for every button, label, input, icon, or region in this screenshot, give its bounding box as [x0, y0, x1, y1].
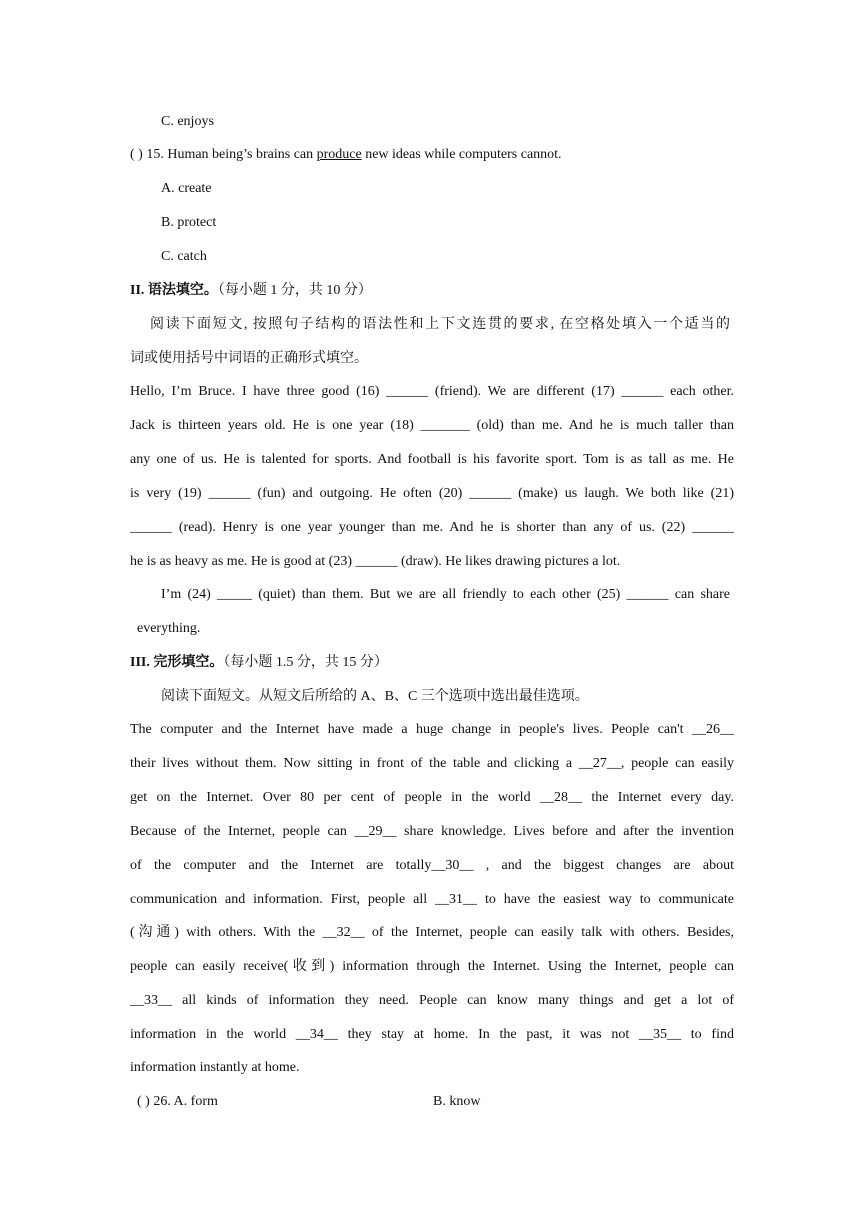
- section3-passage-line: __33__ all kinds of information they need. People can know many things and get a lot of: [130, 993, 734, 1008]
- section2-instruction-line1: 阅读下面短文, 按照句子结构的语法性和上下文连贯的要求, 在空格处填入一个适当的: [150, 317, 730, 332]
- section2-passage-line: is very (19) ______ (fun) and outgoing. He often (20) ______ (make) us laugh. We both like (21): [130, 486, 734, 501]
- q15-stem-before: Human being’s brains can: [163, 147, 317, 162]
- section3-passage-last-line: information instantly at home.: [130, 1060, 300, 1075]
- section2-passage2-line2: everything.: [137, 621, 201, 636]
- q15-option-b: B. protect: [161, 215, 217, 230]
- q15-option-a: A. create: [161, 181, 212, 196]
- section3-passage-line: their lives without them. Now sitting in front of the table and clicking a __27__, people can easily: [130, 756, 734, 771]
- section3-passage-line: information in the world __34__ they stay at home. In the past, it was not __35__ to find: [130, 1027, 734, 1042]
- section3-passage-line: The computer and the Internet have made a huge change in people's lives. People can't __26__: [130, 722, 734, 737]
- section2-score-note: （每小题 1 分，共 10 分）: [217, 283, 372, 298]
- section2-passage-line: ______ (read). Henry is one year younger than me. And he is shorter than any of us. (22) ______: [130, 520, 734, 535]
- section3-passage-line: (沟通) with others. With the __32__ of the Internet, people can easily talk with others. Besides,: [130, 925, 734, 940]
- q14-option-c: C. enjoys: [161, 114, 214, 129]
- q26-option-b: B. know: [433, 1094, 481, 1109]
- q15-underlined-word: produce: [316, 147, 362, 162]
- section2-passage-line: Jack is thirteen years old. He is one year (18) _______ (old) than me. And he is much taller than: [130, 418, 734, 433]
- section3-passage-line: communication and information. First, people all __31__ to have the easiest way to communicate: [130, 892, 734, 907]
- section3-title: III. 完形填空。: [130, 655, 224, 670]
- q15-stem-after: new ideas while computers cannot.: [361, 147, 562, 162]
- section3-passage-line: of the computer and the Internet are totally__30__ , and the biggest changes are about: [130, 858, 734, 873]
- section2-title: II. 语法填空。: [130, 283, 218, 298]
- section3-passage-line: get on the Internet. Over 80 per cent of people in the world __28__ the Internet every day.: [130, 790, 734, 805]
- q15-answer-paren[interactable]: ( ) 15.: [130, 147, 164, 162]
- section3-passage-line: Because of the Internet, people can __29__ share knowledge. Lives before and after the invention: [130, 824, 734, 839]
- section3-score-note: （每小题 1.5 分，共 15 分）: [223, 655, 388, 670]
- section3-heading: [130, 653, 734, 673]
- section2-instruction-line2: 词或使用括号中词语的正确形式填空。: [130, 351, 368, 366]
- section2-heading: [130, 281, 734, 301]
- section2-passage2-line1: I’m (24) _____ (quiet) than them. But we are all friendly to each other (25) ______ can share: [161, 587, 730, 602]
- q26-option-a[interactable]: ( ) 26. A. form: [137, 1094, 218, 1109]
- q15-option-c: C. catch: [161, 249, 207, 264]
- section2-passage-line: Hello, I’m Bruce. I have three good (16) ______ (friend). We are different (17) ______ each other.: [130, 384, 734, 399]
- section2-passage-line: any one of us. He is talented for sports. And football is his favorite sport. Tom is as tall as me. He: [130, 452, 734, 467]
- section2-passage-line: he is as heavy as me. He is good at (23) ______ (draw). He likes drawing pictures a lot.: [130, 554, 621, 569]
- q15-stem: [130, 145, 734, 165]
- section3-instruction: 阅读下面短文。从短文后所给的 A、B、C 三个选项中选出最佳选项。: [161, 689, 589, 704]
- section3-passage-line: people can easily receive(收到) information through the Internet. Using the Internet, people can: [130, 959, 734, 974]
